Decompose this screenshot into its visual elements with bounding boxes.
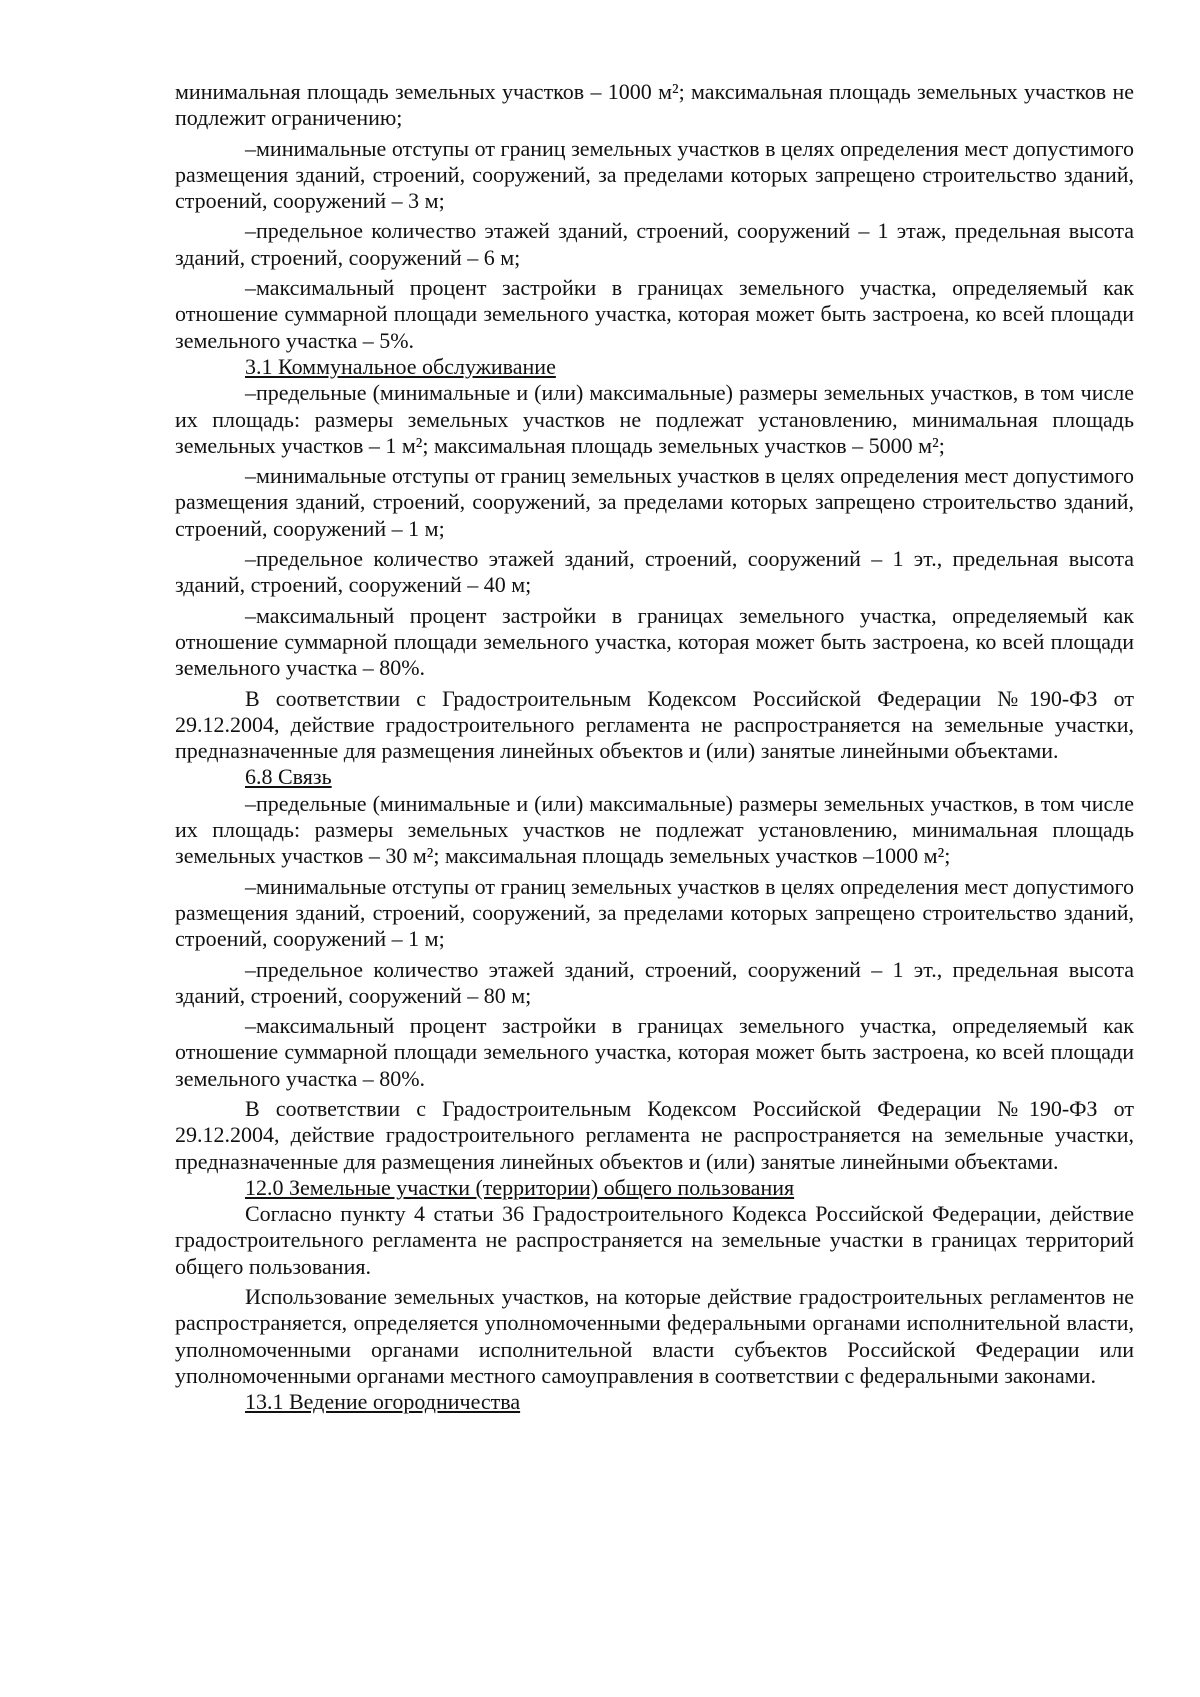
paragraph: –максимальный процент застройки в границах земельного участка, определяемый как отношение суммарной площади земельного участка, которая может быть застроена, ко всей площади земельного участка – 5%.: [175, 275, 1134, 353]
paragraph: –предельные (минимальные и (или) максимальные) размеры земельных участков, в том числе их площадь: размеры земельных участков не подлежат установлению, минимальная площадь земельных участков – 1 м²; максимальная площадь земельных участков – 5000 м²;: [175, 380, 1134, 458]
paragraph: –предельное количество этажей зданий, строений, сооружений – 1 эт., предельная высота зданий, строений, сооружений – 80 м;: [175, 956, 1134, 1008]
section-heading: 12.0 Земельные участки (территории) общего пользования: [245, 1174, 795, 1200]
paragraph: –максимальный процент застройки в границах земельного участка, определяемый как отношение суммарной площади земельного участка, которая может быть застроена, ко всей площади земельного участка – 80%.: [175, 1013, 1134, 1091]
section-heading: 3.1 Коммунальное обслуживание: [245, 353, 556, 379]
paragraph: Согласно пункту 4 статьи 36 Градостроительного Кодекса Российской Федерации, действие градостроительного регламента не распространяется на земельные участки в границах территорий общего пользования.: [175, 1201, 1134, 1279]
paragraph: В соответствии с Градостроительным Кодексом Российской Федерации №190-ФЗ от 29.12.2004, действие градостроительного регламента не распространяется на земельные участки, предназначенные для размещения линейных объектов и (или) занятые линейными объектами.: [175, 685, 1134, 764]
paragraph: –предельное количество этажей зданий, строений, сооружений – 1 эт., предельная высота зданий, строений, сооружений – 40 м;: [175, 546, 1134, 598]
paragraph: –минимальные отступы от границ земельных участков в целях определения мест допустимого размещения зданий, строений, сооружений, за пределами которых запрещено строительство зданий, строений, сооружений – 3 м;: [175, 135, 1134, 214]
paragraph: –минимальные отступы от границ земельных участков в целях определения мест допустимого размещения зданий, строений, сооружений, за пределами которых запрещено строительство зданий, строений, сооружений – 1 м;: [175, 873, 1134, 952]
paragraph: Использование земельных участков, на которые действие градостроительных регламентов не распространяется, определяется уполномоченными федеральными органами исполнительной власти, уполномоченными органами исполнительной власти субъектов Российской Федерации или уполномоченными органами местного самоуправления в соответствии с федеральными законами.: [175, 1284, 1134, 1388]
paragraph: –предельные (минимальные и (или) максимальные) размеры земельных участков, в том числе их площадь: размеры земельных участков не подлежат установлению, минимальная площадь земельных участков – 30 м²; максимальная площадь земельных участков –1000 м²;: [175, 790, 1134, 869]
paragraph: минимальная площадь земельных участков – 1000 м²; максимальная площадь земельных участков не подлежит ограничению;: [175, 79, 1134, 131]
section-heading: 13.1 Ведение огородничества: [245, 1389, 521, 1415]
paragraph: –предельное количество этажей зданий, строений, сооружений – 1 этаж, предельная высота зданий, строений, сооружений – 6 м;: [175, 218, 1134, 270]
paragraph: –минимальные отступы от границ земельных участков в целях определения мест допустимого размещения зданий, строений, сооружений, за пределами которых запрещено строительство зданий, строений, сооружений – 1 м;: [175, 463, 1134, 541]
paragraph: –максимальный процент застройки в границах земельного участка, определяемый как отношение суммарной площади земельного участка, которая может быть застроена, ко всей площади земельного участка – 80%.: [175, 602, 1134, 681]
paragraph: В соответствии с Градостроительным Кодексом Российской Федерации №190-ФЗ от 29.12.2004, действие градостроительного регламента не распространяется на земельные участки, предназначенные для размещения линейных объектов и (или) занятые линейными объектами.: [175, 1095, 1134, 1174]
section-heading: 6.8 Связь: [245, 764, 332, 790]
